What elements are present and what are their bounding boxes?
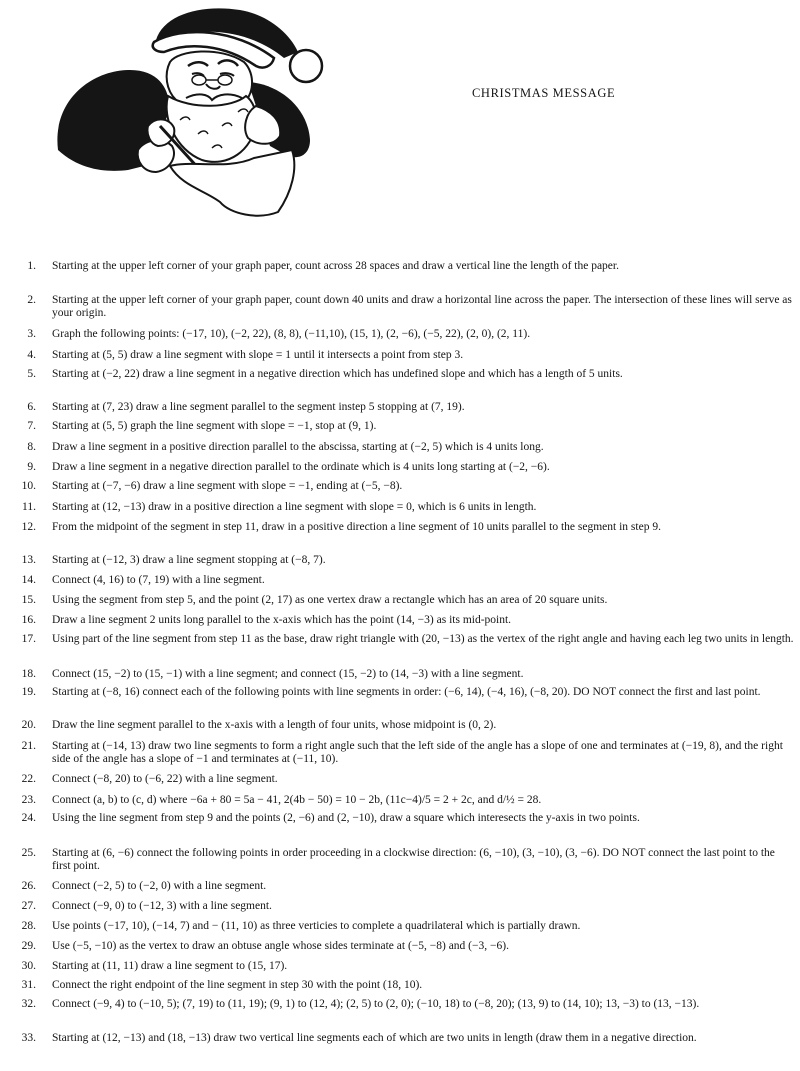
step-number: 2. bbox=[27, 294, 36, 306]
paper-sheet bbox=[170, 150, 294, 216]
step-number: 8. bbox=[27, 441, 36, 453]
step-number: 32. bbox=[21, 998, 36, 1010]
step-text: Connect (−8, 20) to (−6, 22) with a line segment. bbox=[52, 773, 278, 785]
step-text: Connect (−2, 5) to (−2, 0) with a line segment. bbox=[52, 880, 267, 892]
step-number: 30. bbox=[21, 960, 36, 972]
step-number: 1. bbox=[27, 260, 36, 272]
step-number: 10. bbox=[21, 480, 36, 492]
step-text: Connect (15, −2) to (15, −1) with a line segment; and connect (15, −2) to (14, −3) with a line segment. bbox=[52, 668, 524, 680]
step-text: Starting at (−2, 22) draw a line segment in a negative direction which has undefined slope and which has a length of 5 units. bbox=[52, 368, 623, 380]
step-number: 6. bbox=[27, 401, 36, 413]
step-number: 18. bbox=[21, 668, 36, 680]
step-number: 9. bbox=[27, 461, 36, 473]
step-number: 7. bbox=[27, 420, 36, 432]
step-text: Starting at (−12, 3) draw a line segment stopping at (−8, 7). bbox=[52, 554, 326, 566]
step-number: 29. bbox=[21, 940, 36, 952]
step-number: 31. bbox=[21, 979, 36, 991]
santa-illustration bbox=[52, 0, 324, 222]
step-text: Starting at (6, −6) connect the following points in order proceeding in a clockwise direction: (6, −10), (3, −10), (3, −6). DO NOT connect the last point to the first point. bbox=[52, 847, 775, 872]
step-number: 25. bbox=[21, 847, 36, 859]
step-text: Starting at (−7, −6) draw a line segment with slope = −1, ending at (−5, −8). bbox=[52, 480, 403, 492]
step-number: 26. bbox=[21, 880, 36, 892]
step-number: 5. bbox=[27, 368, 36, 380]
step-text: Starting at (11, 11) draw a line segment to (15, 17). bbox=[52, 960, 288, 972]
step-text: Starting at (5, 5) graph the line segment with slope = −1, stop at (9, 1). bbox=[52, 420, 377, 432]
step-number: 22. bbox=[21, 773, 36, 785]
beard bbox=[167, 96, 257, 162]
page-title: CHRISTMAS MESSAGE bbox=[472, 86, 616, 100]
step-text: Starting at the upper left corner of your graph paper, count across 28 spaces and draw a vertical line the length of the paper. bbox=[52, 260, 619, 272]
step-text: Using the line segment from step 9 and the points (2, −6) and (2, −10), draw a square which interesects the y-axis in two points. bbox=[52, 812, 640, 824]
step-text: Starting at (−8, 16) connect each of the following points with line segments in order: (−6, 14), (−4, 16), (−8, 20). DO NOT connect the first and last point. bbox=[52, 686, 761, 698]
step-text: Graph the following points: (−17, 10), (−2, 22), (8, 8), (−11,10), (15, 1), (2, −6), (−5, 22), (2, 0), (2, 11). bbox=[52, 328, 531, 340]
step-number: 3. bbox=[27, 328, 36, 340]
step-number: 13. bbox=[21, 554, 36, 566]
step-text: Draw a line segment in a positive direction parallel to the abscissa, starting at (−2, 5) which is 4 units long. bbox=[52, 441, 544, 453]
step-number: 33. bbox=[21, 1032, 36, 1044]
step-text: Starting at (12, −13) draw in a positive direction a line segment with slope = 0, which is 6 units in length. bbox=[52, 501, 537, 513]
step-text: Starting at the upper left corner of your graph paper, count down 40 units and draw a horizontal line across the paper. The intersection of these lines will serve as your origin. bbox=[52, 294, 792, 319]
hand bbox=[147, 119, 174, 146]
step-text: From the midpoint of the segment in step 11, draw in a positive direction a line segment of 10 units parallel to the segment in step 9. bbox=[52, 521, 661, 533]
step-text: Connect (4, 16) to (7, 19) with a line segment. bbox=[52, 574, 265, 586]
step-text: Draw a line segment 2 units long parallel to the x-axis which has the point (14, −3) as its mid-point. bbox=[52, 614, 512, 626]
step-number: 4. bbox=[27, 349, 36, 361]
step-number: 12. bbox=[21, 521, 36, 533]
step-number: 23. bbox=[21, 794, 36, 806]
step-number: 27. bbox=[21, 900, 36, 912]
step-text: Connect (−9, 0) to (−12, 3) with a line segment. bbox=[52, 900, 272, 912]
pompom bbox=[290, 50, 322, 82]
step-number: 16. bbox=[21, 614, 36, 626]
step-text: Using part of the line segment from step 11 as the base, draw right triangle with (20, −13) as the vertex of the right angle and having each leg two units in length. bbox=[52, 633, 794, 645]
step-number: 24. bbox=[21, 812, 36, 824]
step-number: 21. bbox=[21, 740, 36, 752]
step-text: Use (−5, −10) as the vertex to draw an obtuse angle whose sides terminate at (−5, −8) and (−3, −6). bbox=[52, 940, 509, 952]
step-number: 14. bbox=[21, 574, 36, 586]
step-text: Connect the right endpoint of the line segment in step 30 with the point (18, 10). bbox=[52, 979, 423, 991]
step-text: Connect (a, b) to (c, d) where −6a + 80 = 5a − 41, 2(4b − 50) = 10 − 2b, (11c−4)/5 = 2 + 2c, and d/½ = 28. bbox=[52, 794, 542, 806]
step-text: Use points (−17, 10), (−14, 7) and − (11, 10) as three verticies to complete a quadrilateral which is partially drawn. bbox=[52, 920, 581, 932]
step-number: 11. bbox=[22, 501, 36, 513]
step-number: 28. bbox=[21, 920, 36, 932]
step-text: Starting at (5, 5) draw a line segment with slope = 1 until it intersects a point from step 3. bbox=[52, 349, 464, 361]
step-number: 17. bbox=[21, 633, 36, 645]
step-number: 20. bbox=[21, 719, 36, 731]
step-text: Draw the line segment parallel to the x-axis with a length of four units, whose midpoint is (0, 2). bbox=[52, 719, 497, 731]
step-text: Starting at (12, −13) and (18, −13) draw two vertical line segments each of which are two units in length (draw them in a negative direction. bbox=[52, 1032, 697, 1044]
step-number: 15. bbox=[21, 594, 36, 606]
step-text: Using the segment from step 5, and the point (2, 17) as one vertex draw a rectangle which has an area of 20 square units. bbox=[52, 594, 608, 606]
step-text: Connect (−9, 4) to (−10, 5); (7, 19) to (11, 19); (9, 1) to (12, 4); (2, 5) to (2, 0); (−10, 18) to (−8, 20); (13, 9) to (14, 10); 13, −3) to (13, −13). bbox=[52, 998, 700, 1010]
step-number: 19. bbox=[21, 686, 36, 698]
step-text: Starting at (−14, 13) draw two line segments to form a right angle such that the left side of the angle has a slope of one and terminates at (−19, 8), and the right side of the angle has a slope of −1 and terminates at (−11, 10). bbox=[52, 740, 783, 765]
step-text: Starting at (7, 23) draw a line segment parallel to the segment instep 5 stopping at (7, 19). bbox=[52, 401, 465, 413]
step-text: Draw a line segment in a negative direction parallel to the ordinate which is 4 units long starting at (−2, −6). bbox=[52, 461, 550, 473]
